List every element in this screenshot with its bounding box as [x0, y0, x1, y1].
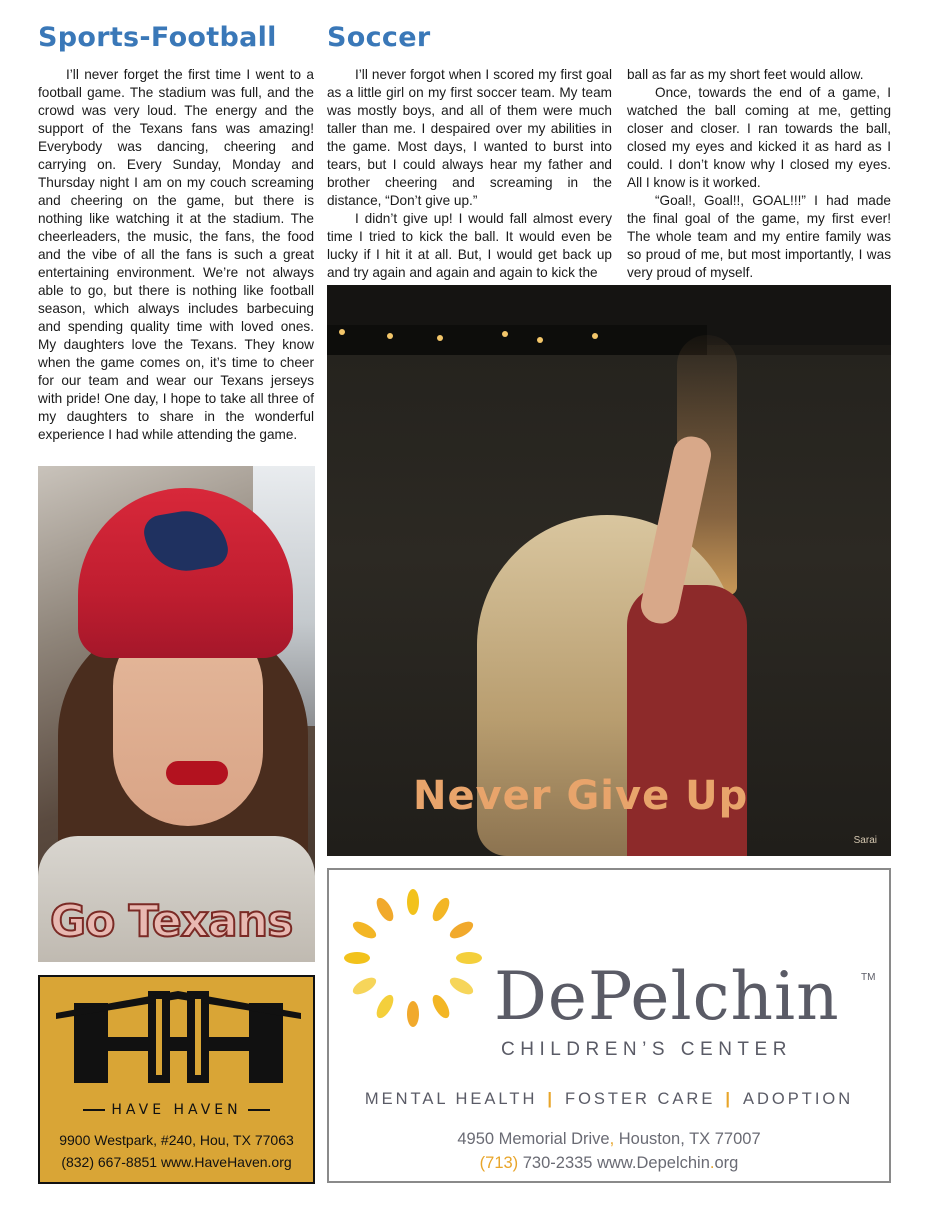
depelchin-ad[interactable] [327, 868, 891, 1183]
soccer-paragraph-3: Once, towards the end of a game, I watched the ball coming at me, getting closer and closer. I ran towards the ball, closed my eyes and kicked it as hard as I could. I don’t know why I closed my eyes. All I know is it worked. [627, 85, 891, 190]
service-foster-care: FOSTER CARE [565, 1090, 716, 1108]
city-light [437, 335, 443, 341]
city-light [502, 331, 508, 337]
depelchin-contact[interactable] [329, 1154, 889, 1173]
city-light [387, 333, 393, 339]
soccer-article-col2 [627, 66, 891, 282]
depelchin-address [329, 1130, 889, 1149]
phone-open-paren: ( [479, 1154, 486, 1172]
depelchin-services [329, 1090, 889, 1109]
phone-close-paren: ) [512, 1154, 519, 1172]
have-haven-address: 9900 Westpark, #240, Hou, TX 77063 [59, 1132, 294, 1148]
shoreline [327, 325, 707, 355]
address-comma: , [609, 1130, 615, 1148]
service-separator: | [547, 1090, 555, 1108]
website-dot: . [709, 1154, 715, 1172]
service-separator: | [725, 1090, 733, 1108]
soccer-paragraph-2-cont: ball as far as my short feet would allow. [627, 67, 864, 82]
soccer-paragraph-2: I didn’t give up! I would fall almost every time I tried to kick the ball. It would even be lucky if I hit it at all. But, I would get back up and try again and again and again to kick the [327, 211, 612, 280]
have-haven-contact[interactable]: (832) 667-8851 www.HaveHaven.org [61, 1154, 292, 1170]
soccer-heading: Soccer [327, 22, 431, 53]
city-light [537, 337, 543, 343]
city-light [339, 329, 345, 335]
trademark-mark: TM [861, 972, 876, 983]
service-adoption: ADOPTION [742, 1090, 854, 1108]
photo-credit: Sarai [853, 835, 877, 846]
service-mental-health: MENTAL HEALTH [364, 1090, 538, 1108]
football-article [38, 66, 314, 444]
city-light [592, 333, 598, 339]
football-paragraph: I’ll never forget the first time I went to a football game. The stadium was full, and the crowd was very loud. The energy and the support of the Texans fans was amazing! Everybody was dancing, cheering and carrying on. Every Sunday, Monday and Thursday night I am on my couch screaming and cheering on the game, but there is nothing like watching it at the stadium. The cheerleaders, the music, the fans, the food and the vibe of all the fans is such a great entertaining environment. We’re not always able to go, but there is nothing like football season, which always includes barbecuing and spending quality time with loved ones. My daughters love the Texans. They know when the game comes on, it’s time to cheer for our team and wear our Texans jerseys with pride! One day, I hope to take all three of my daughters to share in the wonderful experience I had while attending the game. [38, 67, 314, 442]
have-haven-logo-icon [56, 991, 301, 1086]
lips-shape [166, 761, 228, 785]
phone-number: 730-2335 www. [518, 1154, 637, 1172]
address-city: Houston, TX 77007 [614, 1130, 761, 1148]
have-haven-name: HAVE HAVEN [40, 1102, 313, 1118]
fountain-photo [327, 285, 891, 856]
phone-area-code: 713 [485, 1154, 513, 1172]
soccer-caption: Never Give Up [413, 773, 749, 819]
depelchin-name: DePelchin [494, 958, 840, 1035]
address-street: 4950 Memorial Drive [457, 1130, 610, 1148]
depelchin-subtitle: CHILDREN’S CENTER [501, 1039, 792, 1060]
football-heading: Sports-Football [38, 22, 277, 53]
texans-caption: Go Texans [50, 896, 293, 947]
soccer-paragraph-4: “Goal!, Goal!!, GOAL!!!” I had made the final goal of the game, my first ever! The whole team and my entire family was so proud of me, but most importantly, I was very proud of myself. [627, 193, 891, 280]
have-haven-ad[interactable] [38, 975, 315, 1184]
soccer-article-col1 [327, 66, 612, 282]
texans-fan-photo [38, 466, 315, 962]
website-name[interactable]: Depelchin [636, 1154, 710, 1172]
website-tld: org [714, 1154, 739, 1172]
soccer-paragraph-1: I’ll never forgot when I scored my first goal as a little girl on my first soccer team. My team was mostly boys, and all of them were much taller than me. I despaired over my abilities in the game. Most days, I wanted to burst into tears, but I could always hear my father and brother cheering and screaming in the distance, “Don’t give up.” [327, 67, 612, 208]
sun-logo-icon [343, 888, 483, 1028]
